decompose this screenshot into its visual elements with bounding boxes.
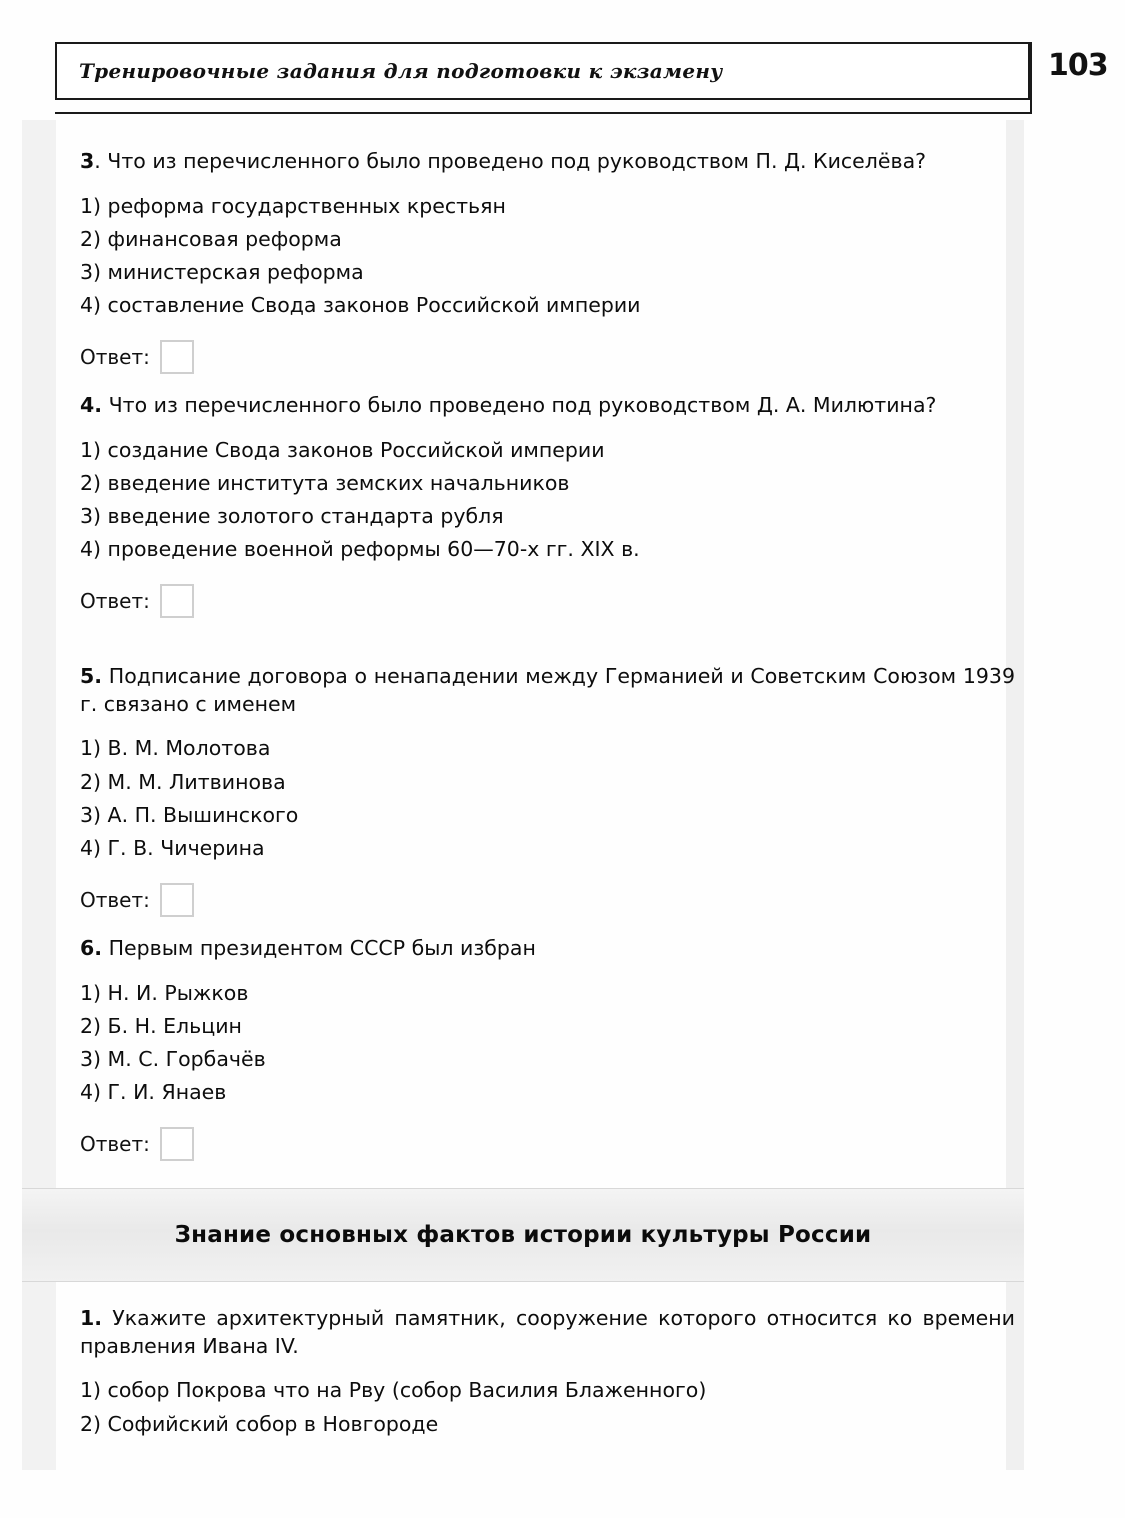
answer-row bbox=[80, 1127, 1015, 1161]
question-block bbox=[80, 1305, 1015, 1441]
page-number: 103 bbox=[1048, 48, 1108, 83]
question-text: Укажите архитектурный памятник, сооружение которого относится ко времени правления Ивана IV. bbox=[80, 1306, 1015, 1358]
option-item[interactable]: 3) введение золотого стандарта рубля bbox=[80, 504, 504, 529]
question-text: Подписание договора о ненападении между Германией и Советским Союзом 1939 г. связано с именем bbox=[80, 664, 1015, 716]
question-number: 5. bbox=[80, 664, 103, 688]
answer-box[interactable] bbox=[160, 584, 194, 618]
page-header bbox=[55, 42, 1030, 100]
answer-row bbox=[80, 584, 1015, 618]
option-item[interactable]: 3) министерская реформа bbox=[80, 260, 364, 285]
section-divider-bottom bbox=[22, 1281, 1024, 1282]
question-stem bbox=[80, 392, 1015, 420]
option-item[interactable]: 1) создание Свода законов Российской империи bbox=[80, 437, 605, 462]
option-item[interactable]: 4) Г. И. Янаев bbox=[80, 1080, 227, 1105]
answer-row bbox=[80, 340, 1015, 374]
answer-label: Ответ: bbox=[80, 1132, 150, 1157]
question-number: 4. bbox=[80, 393, 103, 417]
question-stem bbox=[80, 935, 1015, 963]
option-item[interactable]: 2) Софийский собор в Новгороде bbox=[80, 1411, 439, 1436]
answer-label: Ответ: bbox=[80, 589, 150, 614]
question-number: 1. bbox=[80, 1306, 103, 1330]
answer-box[interactable] bbox=[160, 1127, 194, 1161]
question-number: 6. bbox=[80, 936, 103, 960]
question-text: Первым президентом СССР был избран bbox=[102, 936, 536, 960]
section-banner bbox=[22, 1189, 1024, 1281]
question-stem bbox=[80, 1305, 1015, 1360]
answer-label: Ответ: bbox=[80, 345, 150, 370]
question-text: . Что из перечисленного было проведено под руководством П. Д. Киселёва? bbox=[94, 149, 927, 173]
option-item[interactable]: 3) М. С. Горбачёв bbox=[80, 1047, 266, 1072]
header-divider bbox=[55, 112, 1032, 114]
answer-box[interactable] bbox=[160, 340, 194, 374]
question-number: 3 bbox=[80, 149, 95, 173]
question-text: Что из перечисленного было проведено под руководством Д. А. Милютина? bbox=[102, 393, 937, 417]
section-title: Знание основных фактов истории культуры России bbox=[174, 1222, 872, 1248]
option-item[interactable]: 2) финансовая реформа bbox=[80, 226, 342, 251]
answer-label: Ответ: bbox=[80, 888, 150, 913]
answer-row bbox=[80, 883, 1015, 917]
question-block bbox=[80, 392, 1015, 618]
option-item[interactable]: 4) составление Свода законов Российской империи bbox=[80, 293, 641, 318]
option-item[interactable]: 4) Г. В. Чичерина bbox=[80, 835, 265, 860]
question-stem bbox=[80, 148, 1015, 176]
option-item[interactable]: 1) собор Покрова что на Рву (собор Василия Блаженного) bbox=[80, 1378, 707, 1403]
option-item[interactable]: 1) реформа государственных крестьян bbox=[80, 193, 506, 218]
question-block bbox=[80, 935, 1015, 1161]
question-block bbox=[80, 663, 1015, 917]
answer-box[interactable] bbox=[160, 883, 194, 917]
question-stem bbox=[80, 663, 1015, 718]
option-item[interactable]: 1) В. М. Молотова bbox=[80, 736, 271, 761]
option-item[interactable]: 2) Б. Н. Ельцин bbox=[80, 1013, 242, 1038]
header-title: Тренировочные задания для подготовки к экзамену bbox=[79, 59, 723, 83]
header-vertical-divider bbox=[1030, 42, 1032, 114]
option-item[interactable]: 2) М. М. Литвинова bbox=[80, 769, 286, 794]
option-item[interactable]: 3) А. П. Вышинского bbox=[80, 802, 299, 827]
option-item[interactable]: 2) введение института земских начальников bbox=[80, 470, 570, 495]
question-block bbox=[80, 148, 1015, 374]
option-item[interactable]: 4) проведение военной реформы 60—70-х гг. XIX в. bbox=[80, 537, 640, 562]
option-item[interactable]: 1) Н. И. Рыжков bbox=[80, 980, 249, 1005]
